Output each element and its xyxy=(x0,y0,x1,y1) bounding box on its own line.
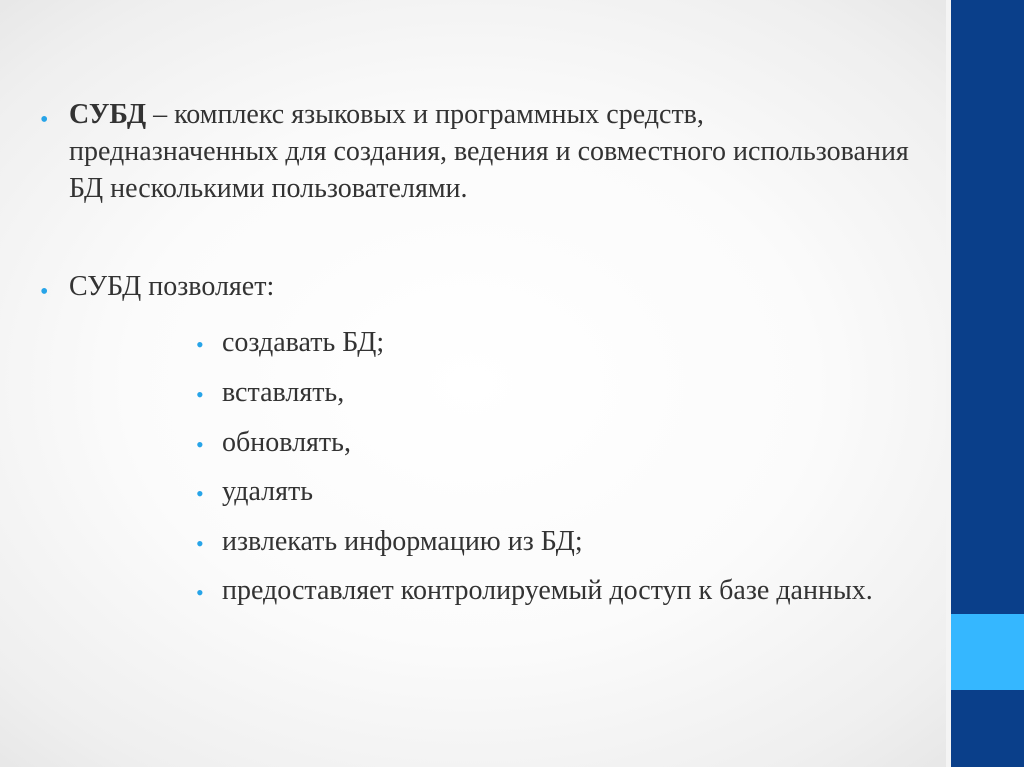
capability-item: обновлять, xyxy=(222,427,351,458)
sub-bullet-dot-icon: • xyxy=(196,481,204,506)
definition-term: СУБД xyxy=(69,99,147,130)
capabilities-heading: СУБД позволяет: xyxy=(69,271,275,302)
sub-bullet-dot-icon: • xyxy=(196,531,204,556)
capability-item: извлекать информацию из БД; xyxy=(222,526,583,557)
sub-bullet-dot-icon: • xyxy=(196,580,204,605)
definition-text: – комплекс языковых и программных средств, предназначенных для создания, ведения и совместного использования БД несколькими пользователями. xyxy=(69,99,909,204)
bullet-dot-icon: • xyxy=(40,279,49,305)
capability-item: вставлять, xyxy=(222,377,345,408)
sub-bullet-dot-icon: • xyxy=(196,332,204,357)
definition-paragraph xyxy=(69,96,909,207)
bullet-dot-icon: • xyxy=(40,107,49,133)
sub-bullet-dot-icon: • xyxy=(196,432,204,457)
capability-item: создавать БД; xyxy=(222,327,385,358)
capability-item: удалять xyxy=(222,476,314,507)
sub-bullet-dot-icon: • xyxy=(196,382,204,407)
capability-item: предоставляет контролируемый доступ к базе данных. xyxy=(222,575,873,606)
sidebar-accent-block xyxy=(951,614,1024,690)
